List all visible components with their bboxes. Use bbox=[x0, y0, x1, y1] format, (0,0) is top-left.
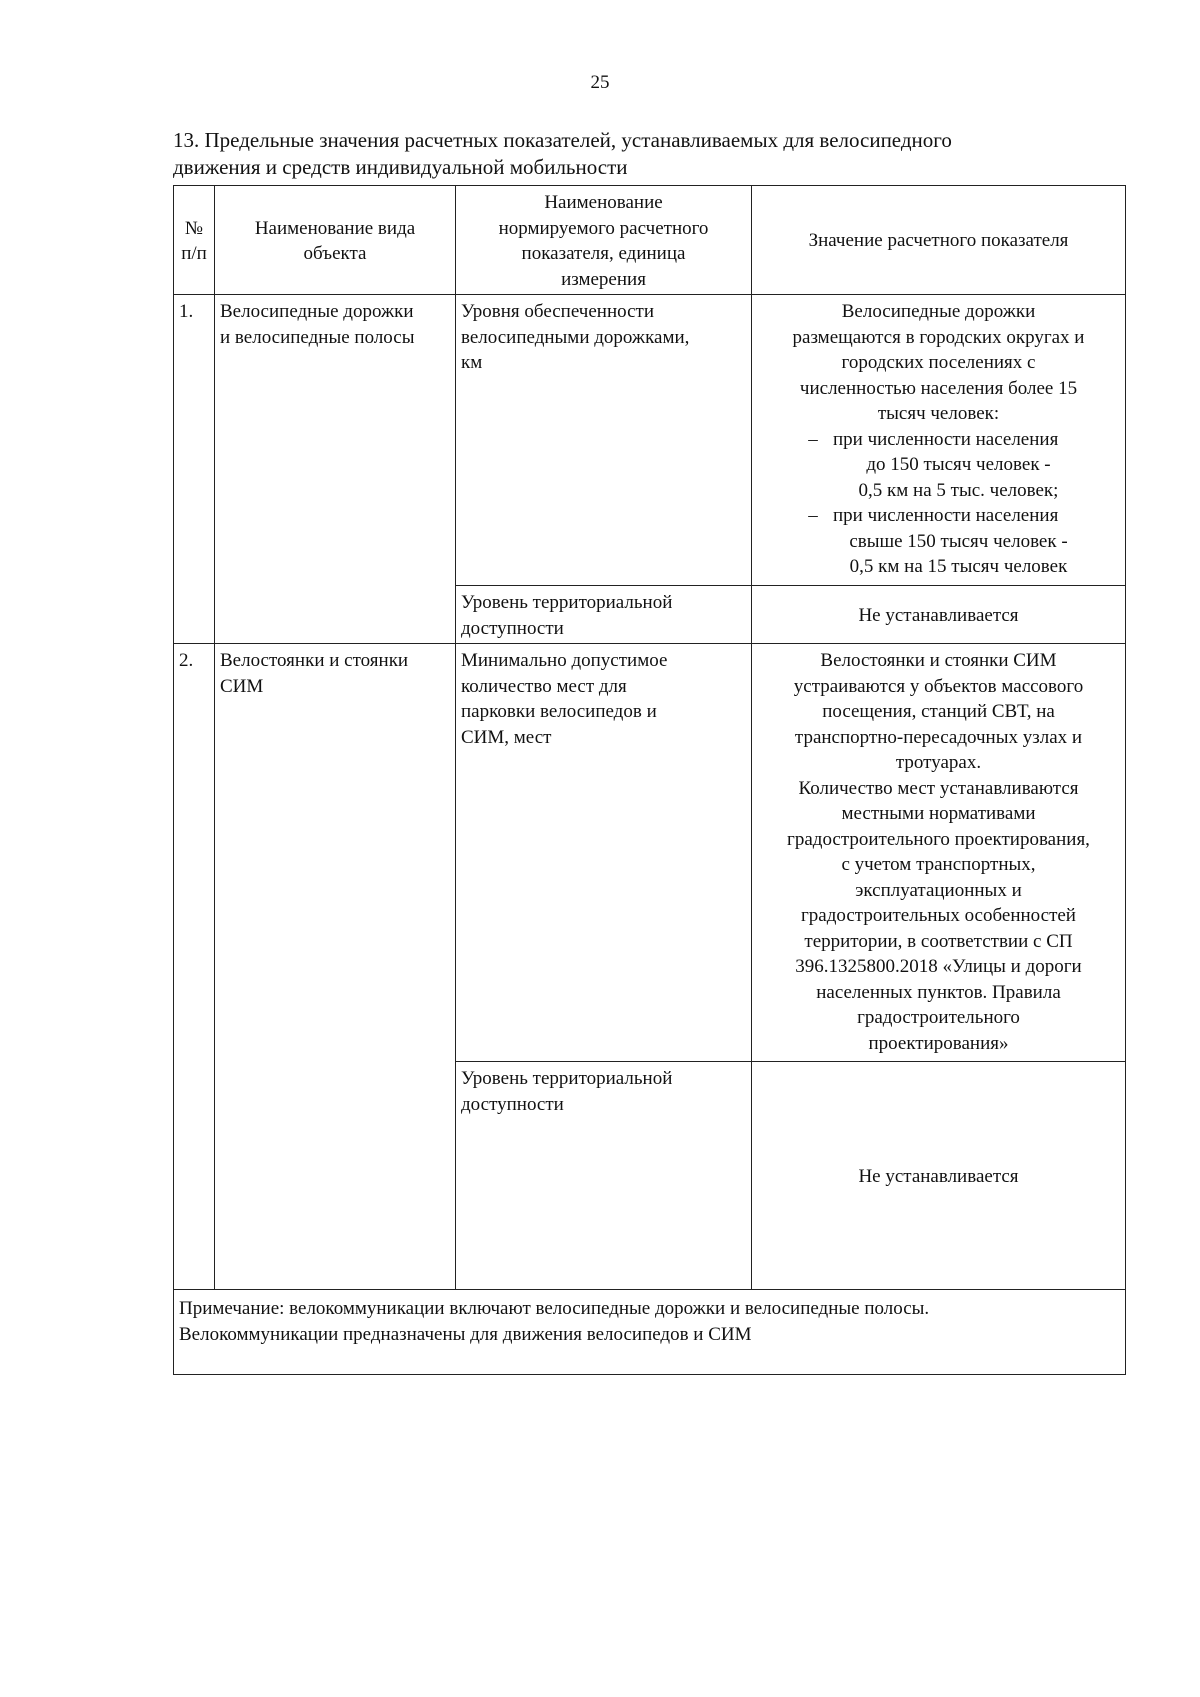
cell-line: км bbox=[461, 352, 483, 373]
cell-line: Уровня обеспеченности bbox=[461, 301, 654, 322]
row-value bbox=[752, 1062, 1126, 1290]
cell-line: доступности bbox=[461, 1093, 564, 1115]
cell-line: до 150 тысяч человек - bbox=[866, 454, 1051, 475]
table-row bbox=[174, 295, 1126, 586]
row-indicator bbox=[456, 1062, 752, 1290]
table-note bbox=[174, 1290, 1126, 1375]
header-object bbox=[215, 186, 456, 295]
header-value bbox=[752, 186, 1126, 295]
note-line: Велокоммуникации предназначены для движения велосипедов и СИМ bbox=[179, 1323, 752, 1345]
cell-line: эксплуатационных и bbox=[855, 879, 1022, 901]
norms-table bbox=[173, 185, 1126, 1375]
header-line: Наименование bbox=[544, 192, 663, 213]
cell-line: велосипедными дорожками, bbox=[461, 326, 690, 348]
header-line: Значение расчетного показателя bbox=[808, 230, 1069, 252]
header-line: измерения bbox=[561, 268, 646, 290]
row-indicator bbox=[456, 295, 752, 586]
header-line: п/п bbox=[181, 243, 207, 264]
section-title bbox=[173, 127, 1123, 181]
cell-line: 0,5 км на 15 тысяч человек bbox=[849, 556, 1068, 577]
cell-line: количество мест для bbox=[461, 675, 627, 697]
table-row bbox=[174, 644, 1126, 1062]
cell-line: СИМ bbox=[220, 675, 264, 697]
header-line: Наименование вида bbox=[254, 217, 416, 239]
cell-line: тротуарах. bbox=[895, 752, 982, 773]
cell-line: с учетом транспортных, bbox=[841, 854, 1036, 875]
cell-line: градостроительного проектирования, bbox=[787, 828, 1090, 850]
cell-line: Уровень территориальной bbox=[461, 1068, 673, 1089]
header-line: нормируемого расчетного bbox=[498, 217, 709, 239]
cell-line: устраиваются у объектов массового bbox=[793, 675, 1084, 697]
dash-marker: – bbox=[808, 428, 818, 450]
cell-line: транспортно-пересадочных узлах и bbox=[794, 726, 1083, 748]
header-line: показателя, единица bbox=[521, 243, 686, 264]
cell-line: городских поселениях с bbox=[841, 352, 1036, 373]
page-number: 25 bbox=[590, 72, 610, 93]
header-num bbox=[174, 186, 215, 295]
table-header-row bbox=[174, 186, 1126, 295]
row-num: 1. bbox=[174, 295, 215, 644]
cell-line: свыше 150 тысяч человек - bbox=[849, 530, 1068, 552]
cell-line: 396.1325800.2018 «Улицы и дороги bbox=[795, 956, 1082, 977]
row-num: 2. bbox=[174, 644, 215, 1290]
cell-line: СИМ, мест bbox=[461, 726, 552, 748]
list-item bbox=[757, 503, 1120, 529]
row-object bbox=[215, 295, 456, 644]
cell-line: и велосипедные полосы bbox=[220, 326, 415, 348]
cell-line: местными нормативами bbox=[841, 803, 1036, 824]
cell-line: Велостоянки и стоянки СИМ bbox=[820, 650, 1057, 671]
row-value bbox=[752, 644, 1126, 1062]
header-line: № bbox=[184, 217, 204, 239]
cell-line: Велосипедные дорожки bbox=[220, 301, 414, 322]
cell-line: Минимально допустимое bbox=[461, 650, 668, 671]
cell-line: градостроительных особенностей bbox=[801, 905, 1076, 926]
cell-line: Не устанавливается bbox=[858, 1165, 1019, 1187]
cell-line: Велосипедные дорожки bbox=[841, 301, 1036, 322]
cell-line: территории, в соответствии с СП bbox=[804, 930, 1073, 952]
cell-line: численностью населения более 15 bbox=[799, 377, 1078, 399]
cell-line: Велостоянки и стоянки bbox=[220, 650, 409, 671]
cell-line: размещаются в городских округах и bbox=[792, 326, 1085, 348]
section-title-line: движения и средств индивидуальной мобильности bbox=[173, 155, 628, 179]
header-line: объекта bbox=[303, 243, 367, 264]
cell-line: Не устанавливается bbox=[858, 604, 1019, 626]
row-indicator bbox=[456, 586, 752, 644]
cell-line: градостроительного bbox=[857, 1007, 1020, 1028]
row-value bbox=[752, 295, 1126, 586]
section-title-line: 13. Предельные значения расчетных показателей, устанавливаемых для велосипедного bbox=[173, 128, 952, 152]
cell-line: населенных пунктов. Правила bbox=[816, 981, 1061, 1003]
row-object bbox=[215, 644, 456, 1290]
header-indicator bbox=[456, 186, 752, 295]
note-line: Примечание: велокоммуникации включают велосипедные дорожки и велосипедные полосы. bbox=[179, 1298, 930, 1319]
row-value bbox=[752, 586, 1126, 644]
cell-line: посещения, станций СВТ, на bbox=[822, 701, 1055, 722]
cell-line: проектирования» bbox=[868, 1032, 1009, 1054]
cell-line: 0,5 км на 5 тыс. человек; bbox=[858, 479, 1059, 501]
cell-line: доступности bbox=[461, 617, 564, 639]
cell-line: Количество мест устанавливаются bbox=[798, 777, 1079, 799]
cell-line: при численности населения bbox=[833, 505, 1059, 526]
list-item bbox=[757, 427, 1120, 453]
dash-marker: – bbox=[808, 505, 818, 526]
table-note-row bbox=[174, 1290, 1126, 1375]
cell-line: парковки велосипедов и bbox=[461, 701, 657, 722]
cell-line: тысяч человек: bbox=[877, 403, 1000, 424]
cell-line: Уровень территориальной bbox=[461, 592, 673, 613]
cell-line: при численности населения bbox=[833, 428, 1059, 450]
row-indicator bbox=[456, 644, 752, 1062]
